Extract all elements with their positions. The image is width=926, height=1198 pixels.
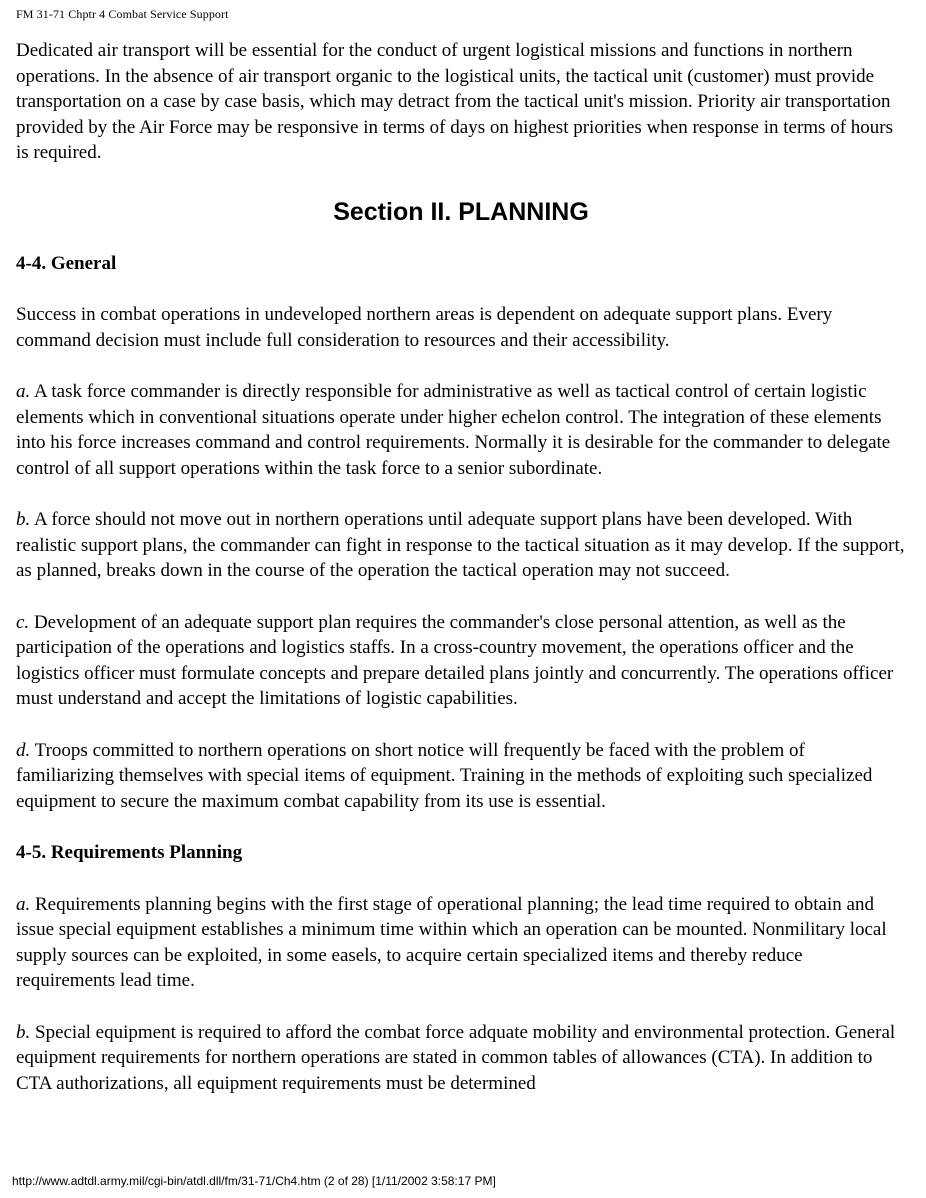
section-title: Section II. PLANNING	[333, 197, 589, 226]
paragraph-label: d.	[16, 739, 31, 761]
running-header: FM 31-71 Chptr 4 Combat Service Support	[16, 7, 229, 21]
general-intro-paragraph: Success in combat operations in undeveloped northern areas is dependent on adequate support plans. Every command decision must include full consideration to resources and their accessibility.	[16, 304, 833, 351]
paragraph-label: a.	[16, 893, 31, 915]
paragraph-label: b.	[16, 509, 31, 530]
requirements-heading: 4-5. Requirements Planning	[16, 842, 243, 863]
paragraph-label: b.	[16, 1021, 31, 1043]
general-paragraph-d	[16, 738, 906, 815]
requirements-paragraph-b	[16, 1020, 906, 1097]
paragraph-label: c.	[16, 611, 30, 633]
paragraph-text: A task force commander is directly responsible for administrative as well as tactical control of certain logistic elements which in conventional situations operate under higher echelon control. The integration of these elements into his force increases command and control requirements. Normally it is desirable for the commander to delegate control of all support operations within the task force to a senior subordinate.	[16, 381, 891, 479]
general-paragraph-c	[16, 610, 906, 712]
paragraph-label: a.	[16, 381, 31, 402]
paragraph-text: Troops committed to northern operations on short notice will frequently be faced with the problem of familiarizing themselves with special items of equipment. Training in the methods of exploiting such specialized equipment to secure the maximum combat capability from its use is essential.	[16, 739, 873, 812]
general-heading: 4-4. General	[16, 252, 117, 274]
document-body	[16, 38, 906, 1096]
paragraph-text: A force should not move out in northern operations until adequate support plans have been developed. With realistic support plans, the commander can fight in response to the tactical situation as it may develop. If the support, as planned, breaks down in the course of the operation the tactical operation may not succeed.	[16, 509, 905, 581]
requirements-paragraph-a	[16, 892, 906, 994]
general-paragraph-b	[16, 507, 906, 584]
general-paragraph-a	[16, 379, 906, 481]
source-url-footer: http://www.adtdl.army.mil/cgi-bin/atdl.dll/fm/31-71/Ch4.htm (2 of 28) [1/11/2002 3:58:17 PM]	[12, 1174, 496, 1188]
paragraph-text: Development of an adequate support plan requires the commander's close personal attention, as well as the participation of the operations and logistics staffs. In a cross-country movement, the operations officer and the logistics officer must formulate concepts and prepare detailed plans jointly and concurrently. The operations officer must understand and accept the limitations of logistic capabilities.	[16, 611, 894, 709]
paragraph-text: Requirements planning begins with the first stage of operational planning; the lead time required to obtain and issue special equipment establishes a minimum time within which an operation can be mounted. Nonmilitary local supply sources can be exploited, in some easels, to acquire certain specialized items and thereby reduce requirements lead time.	[16, 893, 887, 991]
paragraph-text: Special equipment is required to afford the combat force adquate mobility and environmental protection. General equipment requirements for northern operations are stated in common tables of allowances (CTA). In addition to CTA authorizations, all equipment requirements must be determined	[16, 1021, 896, 1094]
intro-paragraph: Dedicated air transport will be essential for the conduct of urgent logistical missions and functions in northern operations. In the absence of air transport organic to the logistical units, the tactical unit (customer) must provide transportation on a case by case basis, which may detract from the tactical unit's mission. Priority air transportation provided by the Air Force may be responsive in terms of days on highest priorities when response in terms of hours is required.	[16, 40, 893, 163]
